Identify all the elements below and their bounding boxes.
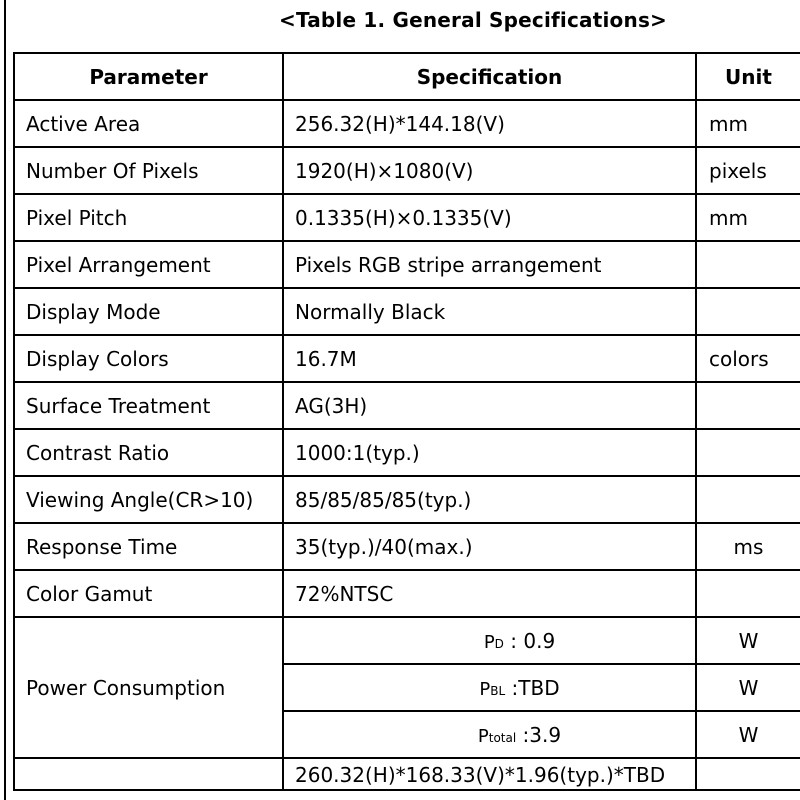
row-parameter: Color Gamut [14,570,283,617]
row-specification: 0.1335(H)×0.1335(V) [283,194,696,241]
row-specification [283,758,696,790]
general-specifications-table [13,52,800,791]
row-unit [696,429,800,476]
row-unit [696,758,800,790]
table-row [14,335,800,382]
power-subscript: BL [490,683,506,698]
table-row [14,476,800,523]
table-row [14,288,800,335]
power-consumption-label: Power Consumption [14,617,283,758]
row-specification: 35(typ.)/40(max.) [283,523,696,570]
row-specification: 85/85/85/85(typ.) [283,476,696,523]
header-specification: Specification [283,53,696,100]
table-row [14,147,800,194]
power-value: : 0.9 [503,628,556,653]
power-unit: W [696,617,800,664]
power-symbol: P [479,678,491,700]
table-row [14,100,800,147]
power-unit: W [696,664,800,711]
row-parameter: Response Time [14,523,283,570]
table-row [14,570,800,617]
row-unit [696,241,800,288]
left-border-line [4,0,6,800]
power-value: :3.9 [516,722,562,747]
row-specification: 1920(H)×1080(V) [283,147,696,194]
row-specification: AG(3H) [283,382,696,429]
row-unit: ms [696,523,800,570]
row-parameter: Number Of Pixels [14,147,283,194]
table-row [14,523,800,570]
power-value: :TBD [505,675,560,700]
table-row [14,194,800,241]
row-specification: Normally Black [283,288,696,335]
table-row [14,429,800,476]
table-row-power [14,617,800,664]
row-parameter: Viewing Angle(CR>10) [14,476,283,523]
header-unit: Unit [696,53,800,100]
row-specification: Pixels RGB stripe arrangement [283,241,696,288]
table-row-partial [14,758,800,790]
row-unit: mm [696,100,800,147]
table-row [14,382,800,429]
power-symbol: P [483,631,495,653]
power-symbol: P [477,725,489,747]
row-parameter: Surface Treatment [14,382,283,429]
row-specification: 16.7M [283,335,696,382]
power-unit: W [696,711,800,758]
row-unit [696,570,800,617]
row-parameter: Pixel Arrangement [14,241,283,288]
row-parameter: Contrast Ratio [14,429,283,476]
header-row [14,53,800,100]
power-item-pbl [283,664,696,711]
row-unit [696,288,800,335]
row-unit: colors [696,335,800,382]
row-specification: 256.32(H)*144.18(V) [283,100,696,147]
row-unit [696,382,800,429]
row-specification: 1000:1(typ.) [283,429,696,476]
power-subscript: total [488,730,517,745]
partial-spec-text: 260.32(H)*168.33(V)*1.96(typ.)*TBD [295,763,666,787]
table-title: <Table 1. General Specifications> [278,8,668,32]
table-row [14,241,800,288]
row-specification: 72%NTSC [283,570,696,617]
row-parameter: Active Area [14,100,283,147]
power-subscript: D [494,636,504,651]
row-unit: pixels [696,147,800,194]
power-item-ptotal [283,711,696,758]
row-unit: mm [696,194,800,241]
power-item-pd [283,617,696,664]
row-unit [696,476,800,523]
row-parameter: Display Colors [14,335,283,382]
row-parameter: Pixel Pitch [14,194,283,241]
row-parameter: Display Mode [14,288,283,335]
row-parameter [14,758,283,790]
header-parameter: Parameter [14,53,283,100]
